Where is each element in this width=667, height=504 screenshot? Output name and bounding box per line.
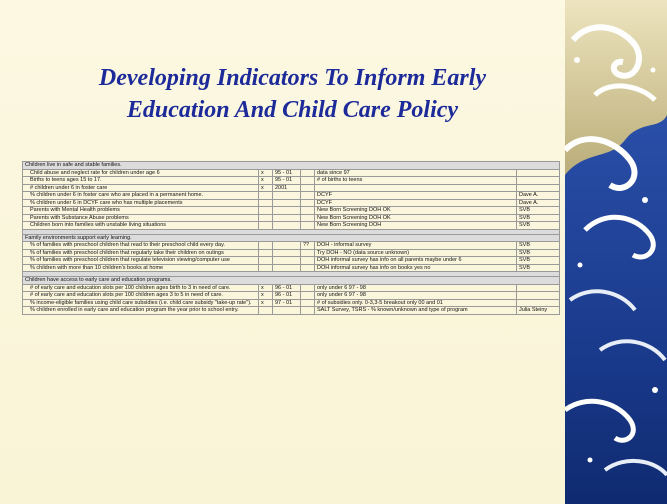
flag-cell: [301, 284, 315, 292]
wave-art-image: [565, 0, 667, 504]
data-source-cell: New Born Screening DOH: [315, 222, 517, 230]
flag-cell: ??: [301, 242, 315, 250]
years-cell: 97 - 01: [273, 299, 301, 307]
data-source-cell: DOH informal survey has info on books yes no: [315, 264, 517, 272]
table-row: [23, 307, 560, 315]
data-source-cell: data since 97: [315, 169, 517, 177]
flag-cell: [301, 214, 315, 222]
data-source-cell: only under 6 97 - 98: [315, 284, 517, 292]
indicator-cell: % children with more than 10 children's books at home: [23, 264, 259, 272]
indicator-cell: # of early care and education slots per 100 children ages birth to 3 in need of care.: [23, 284, 259, 292]
years-cell: [273, 242, 301, 250]
years-cell: [273, 249, 301, 257]
contact-cell: SVB: [517, 242, 560, 250]
years-cell: [273, 192, 301, 200]
contact-cell: SVB: [517, 249, 560, 257]
contact-cell: Dave A.: [517, 192, 560, 200]
years-cell: [273, 214, 301, 222]
contact-cell: Julia Steiny: [517, 307, 560, 315]
trend-mark-cell: [259, 222, 273, 230]
title-line-2: Education And Child Care Policy: [126, 97, 459, 123]
section-header-row: [23, 234, 560, 242]
section-header-row: [23, 277, 560, 285]
indicator-cell: % of families with preschool children that read to their preschool child every day.: [23, 242, 259, 250]
contact-cell: SVB: [517, 222, 560, 230]
contact-cell: [517, 299, 560, 307]
contact-cell: [517, 184, 560, 192]
contact-cell: SVB: [517, 257, 560, 265]
data-source-cell: DOH - informal survey: [315, 242, 517, 250]
table-row: [23, 184, 560, 192]
trend-mark-cell: [259, 257, 273, 265]
indicator-cell: % of families with preschool children that regulate television viewing/computer use: [23, 257, 259, 265]
data-source-cell: # of births to teens: [315, 177, 517, 185]
data-source-cell: Try DOH - NO (data source unknown): [315, 249, 517, 257]
table-row: [23, 264, 560, 272]
table-row: [23, 169, 560, 177]
years-cell: 95 - 01: [273, 169, 301, 177]
indicator-cell: % children enrolled in early care and education program the year prior to school entry.: [23, 307, 259, 315]
section-header: Children live in safe and stable families.: [23, 162, 560, 170]
contact-cell: [517, 169, 560, 177]
contact-cell: [517, 177, 560, 185]
section-header: Children have access to early care and education programs.: [23, 277, 560, 285]
table-row: [23, 214, 560, 222]
years-cell: [273, 199, 301, 207]
years-cell: 96 - 01: [273, 292, 301, 300]
indicator-cell: Parents with Substance Abuse problems: [23, 214, 259, 222]
data-source-cell: # of subsidies only. 0-3,3-5 breakout only 00 and 01: [315, 299, 517, 307]
flag-cell: [301, 307, 315, 315]
trend-mark-cell: [259, 214, 273, 222]
years-cell: 2001: [273, 184, 301, 192]
indicator-cell: % children under 6 in DCYF care who has multiple placements: [23, 199, 259, 207]
data-source-cell: DCYF: [315, 199, 517, 207]
flag-cell: [301, 177, 315, 185]
table-row: [23, 207, 560, 215]
data-source-cell: DCYF: [315, 192, 517, 200]
years-cell: [273, 257, 301, 265]
trend-mark-cell: x: [259, 169, 273, 177]
flag-cell: [301, 184, 315, 192]
table-row: [23, 242, 560, 250]
table-row: [23, 177, 560, 185]
contact-cell: SVB: [517, 264, 560, 272]
trend-mark-cell: [259, 264, 273, 272]
trend-mark-cell: x: [259, 299, 273, 307]
data-source-cell: only under 6 97 - 98: [315, 292, 517, 300]
trend-mark-cell: [259, 199, 273, 207]
trend-mark-cell: [259, 307, 273, 315]
flag-cell: [301, 257, 315, 265]
table-row: [23, 249, 560, 257]
contact-cell: [517, 284, 560, 292]
years-cell: [273, 222, 301, 230]
years-cell: [273, 307, 301, 315]
table-row: [23, 284, 560, 292]
contact-cell: Dave A.: [517, 199, 560, 207]
table-row: [23, 292, 560, 300]
flag-cell: [301, 192, 315, 200]
title-line-1: Developing Indicators To Inform Early: [98, 65, 487, 91]
table-row: [23, 299, 560, 307]
flag-cell: [301, 169, 315, 177]
indicators-table-body: [23, 162, 560, 315]
trend-mark-cell: x: [259, 184, 273, 192]
flag-cell: [301, 299, 315, 307]
data-source-cell: DOH informal survey has info on all parents maybe under 6: [315, 257, 517, 265]
indicator-cell: % children under 6 in foster care who are placed in a permanent home.: [23, 192, 259, 200]
trend-mark-cell: [259, 249, 273, 257]
table-row: [23, 192, 560, 200]
indicator-cell: % income-eligible families using child care subsidies (i.e. child care subsidy "take-up rate").: [23, 299, 259, 307]
data-source-cell: SALT Survey, TSRS - % known/unknown and type of program: [315, 307, 517, 315]
indicator-cell: Births to teens ages 15 to 17.: [23, 177, 259, 185]
trend-mark-cell: x: [259, 284, 273, 292]
flag-cell: [301, 249, 315, 257]
trend-mark-cell: [259, 207, 273, 215]
indicator-cell: # children under 6 in foster care: [23, 184, 259, 192]
indicators-table: [22, 161, 560, 315]
indicator-cell: Parents with Mental Health problems: [23, 207, 259, 215]
years-cell: [273, 207, 301, 215]
table-row: [23, 199, 560, 207]
contact-cell: SVB: [517, 207, 560, 215]
flag-cell: [301, 222, 315, 230]
trend-mark-cell: x: [259, 177, 273, 185]
indicator-cell: % of families with preschool children that regularly take their children on outings: [23, 249, 259, 257]
trend-mark-cell: [259, 192, 273, 200]
indicator-cell: # of early care and education slots per 100 children ages 3 to 5 in need of care.: [23, 292, 259, 300]
section-header: Family environments support early learning.: [23, 234, 560, 242]
flag-cell: [301, 292, 315, 300]
section-header-row: [23, 162, 560, 170]
years-cell: 95 - 01: [273, 177, 301, 185]
indicator-cell: Children born into families with unstable living situations: [23, 222, 259, 230]
flag-cell: [301, 264, 315, 272]
contact-cell: SVB: [517, 214, 560, 222]
indicator-cell: Child abuse and neglect rate for children under age 6: [23, 169, 259, 177]
table-row: [23, 222, 560, 230]
contact-cell: [517, 292, 560, 300]
data-source-cell: New Born Screening DOH OK: [315, 207, 517, 215]
slide-title: [20, 62, 565, 126]
years-cell: [273, 264, 301, 272]
flag-cell: [301, 207, 315, 215]
trend-mark-cell: [259, 242, 273, 250]
data-source-cell: New Born Screening DOH OK: [315, 214, 517, 222]
data-source-cell: [315, 184, 517, 192]
trend-mark-cell: x: [259, 292, 273, 300]
table-row: [23, 257, 560, 265]
years-cell: 96 - 01: [273, 284, 301, 292]
flag-cell: [301, 199, 315, 207]
